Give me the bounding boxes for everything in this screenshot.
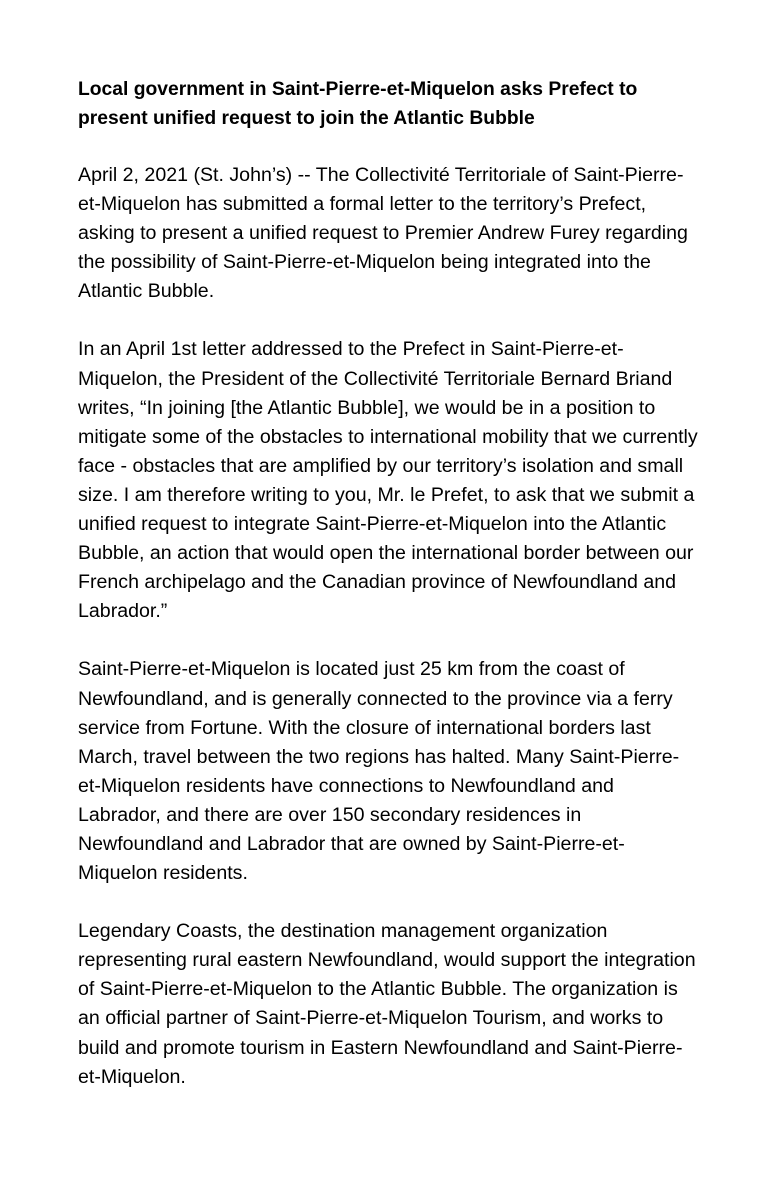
paragraph-letter-quote: In an April 1st letter addressed to the Prefect in Saint-Pierre-et-Miquelon, the President of the Collectivité Territoriale Bernard Briand writes, “In joining [the Atlantic Bubble], we would be in a position to mitigate some of the obstacles to international mobility that we currently face - obstacles that are amplified by our territory’s isolation and small size. I am therefore writing to you, Mr. le Prefet, to ask that we submit a unified request to integrate Saint-Pierre-et-Miquelon into the Atlantic Bubble, an action that would open the international border between our French archipelago and the Canadian province of Newfoundland and Labrador.”	[78, 338, 698, 623]
paragraph-location: Saint-Pierre-et-Miquelon is located just 25 km from the coast of Newfoundland, and is generally connected to the province via a ferry service from Fortune. With the closure of international borders last March, travel between the two regions has halted. Many Saint-Pierre-et-Miquelon residents have connections to Newfoundland and Labrador, and there are over 150 secondary residences in Newfoundland and Labrador that are owned by Saint-Pierre-et-Miquelon residents.	[78, 658, 680, 885]
document-title: Local government in Saint-Pierre-et-Miquelon asks Prefect to present unified request to join the Atlantic Bubble	[78, 79, 638, 129]
paragraph-announcement: April 2, 2021 (St. John’s) -- The Collectivité Territoriale of Saint-Pierre-et-Miquelon has submitted a formal letter to the territory’s Prefect, asking to present a unified request to Premier Andrew Furey regarding the possibility of Saint-Pierre-et-Miquelon being integrated into the Atlantic Bubble.	[78, 164, 688, 303]
paragraph-legendary-coasts: Legendary Coasts, the destination management organization representing rural eastern Newfoundland, would support the integration of Saint-Pierre-et-Miquelon to the Atlantic Bubble. The organization is an official partner of Saint-Pierre-et-Miquelon Tourism, and works to build and promote tourism in Eastern Newfoundland and Saint-Pierre-et-Miquelon.	[78, 920, 696, 1088]
document-page	[78, 75, 698, 1092]
